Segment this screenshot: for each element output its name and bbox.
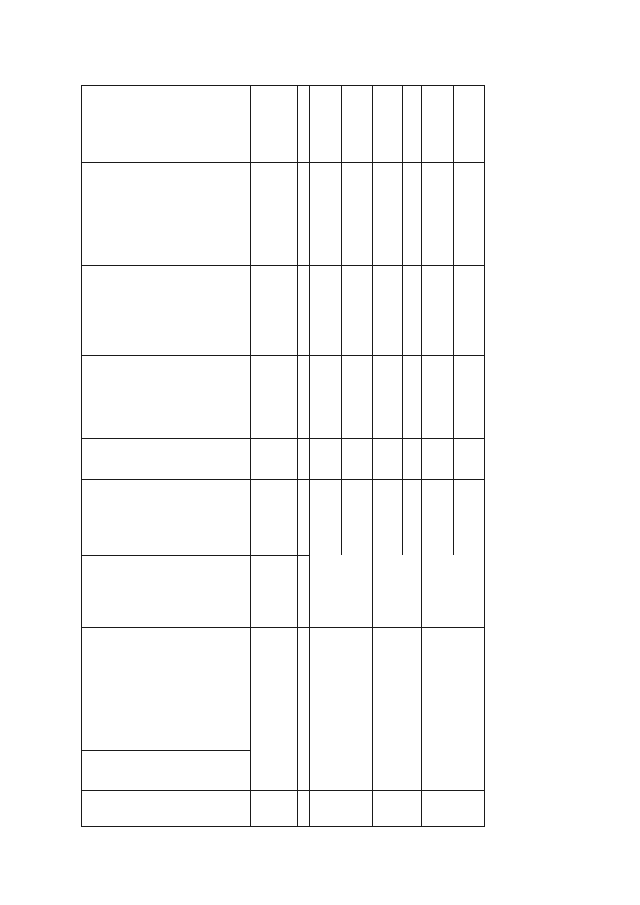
header-workers xyxy=(81,479,250,555)
row1-op-time-elem xyxy=(250,265,297,355)
norm-table xyxy=(81,85,485,827)
row1-num xyxy=(250,790,297,827)
header-meter xyxy=(81,555,250,627)
row1-machines xyxy=(250,355,297,438)
row1-meter xyxy=(250,555,297,627)
header-num xyxy=(81,790,250,827)
row1-workers xyxy=(250,479,297,555)
row1-op-time-vol xyxy=(250,85,297,162)
header-grade xyxy=(81,438,250,479)
header-volume xyxy=(81,162,250,265)
header-op-time-vol xyxy=(81,85,250,162)
row1-name xyxy=(250,627,297,790)
header-op-time-elem xyxy=(81,265,250,355)
header-machines xyxy=(81,355,250,438)
header-name xyxy=(81,627,250,750)
row1-volume xyxy=(250,162,297,265)
